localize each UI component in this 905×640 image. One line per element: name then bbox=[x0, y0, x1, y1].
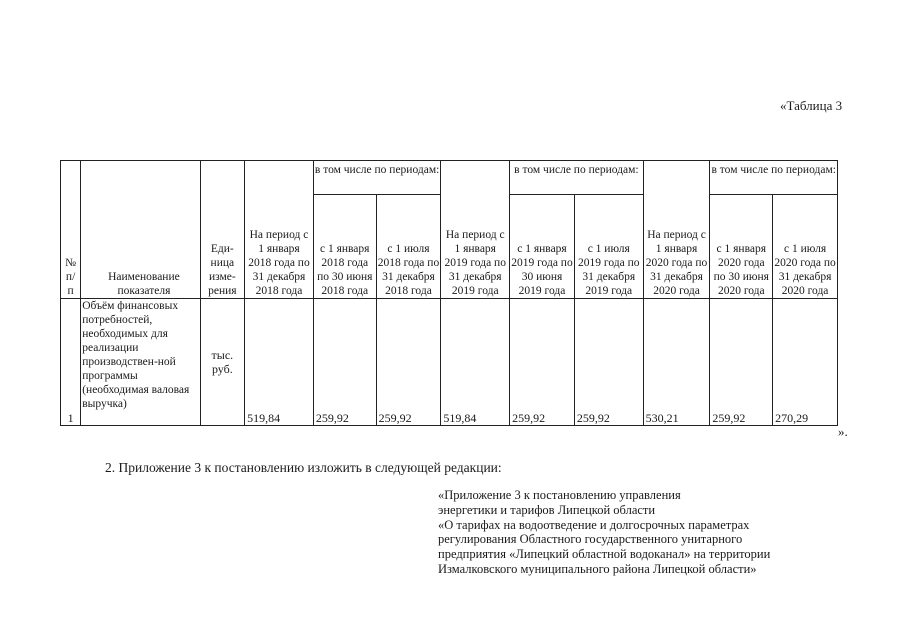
appendix-line: предприятия «Липецкий областной водоканал» на территории bbox=[438, 547, 771, 562]
header-group-2018: в том числе по периодам: bbox=[313, 161, 440, 195]
closing-quote: ». bbox=[838, 424, 848, 439]
header-h2-2019: с 1 июля 2019 года по 31 декабря 2019 года bbox=[574, 195, 643, 299]
appendix-line: регулирования Областного государственного унитарного bbox=[438, 532, 743, 547]
value-h2-2019: 259,92 bbox=[574, 299, 643, 426]
header-h1-2018: с 1 января 2018 года по 30 июня 2018 года bbox=[313, 195, 376, 299]
header-num: № п/ п bbox=[61, 161, 81, 299]
item-2-paragraph: 2. Приложение 3 к постановлению изложить в следующей редакции: bbox=[105, 460, 502, 475]
header-group-2019: в том числе по периодам: bbox=[510, 161, 644, 195]
value-h2-2020: 270,29 bbox=[773, 299, 838, 426]
appendix-line: «О тарифах на водоотведение и долгосрочных параметрах bbox=[438, 517, 750, 532]
header-total-2019: На период с 1 января 2019 года по 31 декабря 2019 года bbox=[441, 161, 510, 299]
header-unit: Еди-ница изме-рения bbox=[200, 161, 245, 299]
value-h1-2019: 259,92 bbox=[510, 299, 575, 426]
financial-table bbox=[60, 160, 838, 426]
header-h2-2018: с 1 июля 2018 года по 31 декабря 2018 года bbox=[376, 195, 441, 299]
header-group-2020: в том числе по периодам: bbox=[710, 161, 838, 195]
header-total-2018: На период с 1 января 2018 года по 31 декабря 2018 года bbox=[245, 161, 314, 299]
value-total-2018: 519,84 bbox=[245, 299, 314, 426]
value-h1-2020: 259,92 bbox=[710, 299, 773, 426]
row-name: Объём финансовых потребностей, необходимых для реализации производствен-ной программы (необходимая валовая выручка) bbox=[81, 299, 200, 426]
value-h1-2018: 259,92 bbox=[313, 299, 376, 426]
table-caption: «Таблица 3 bbox=[780, 98, 843, 113]
header-h1-2019: с 1 января 2019 года по 30 июня 2019 года bbox=[510, 195, 575, 299]
appendix-line: «Приложение 3 к постановлению управления bbox=[438, 488, 681, 502]
table-row bbox=[61, 299, 838, 426]
header-h2-2020: с 1 июля 2020 года по 31 декабря 2020 года bbox=[773, 195, 838, 299]
appendix-line: энергетики и тарифов Липецкой области bbox=[438, 502, 656, 517]
header-h1-2020: с 1 января 2020 года по 30 июня 2020 года bbox=[710, 195, 773, 299]
appendix-line: Измалковского муниципального района Липецкой области» bbox=[438, 561, 757, 576]
appendix-header bbox=[438, 488, 770, 577]
header-total-2020: На период с 1 января 2020 года по 31 декабря 2020 года bbox=[643, 161, 710, 299]
header-name: Наименование показателя bbox=[81, 161, 200, 299]
row-unit: тыс. руб. bbox=[200, 299, 245, 426]
row-num: 1 bbox=[61, 299, 81, 426]
value-total-2020: 530,21 bbox=[643, 299, 710, 426]
value-total-2019: 519,84 bbox=[441, 299, 510, 426]
value-h2-2018: 259,92 bbox=[376, 299, 441, 426]
